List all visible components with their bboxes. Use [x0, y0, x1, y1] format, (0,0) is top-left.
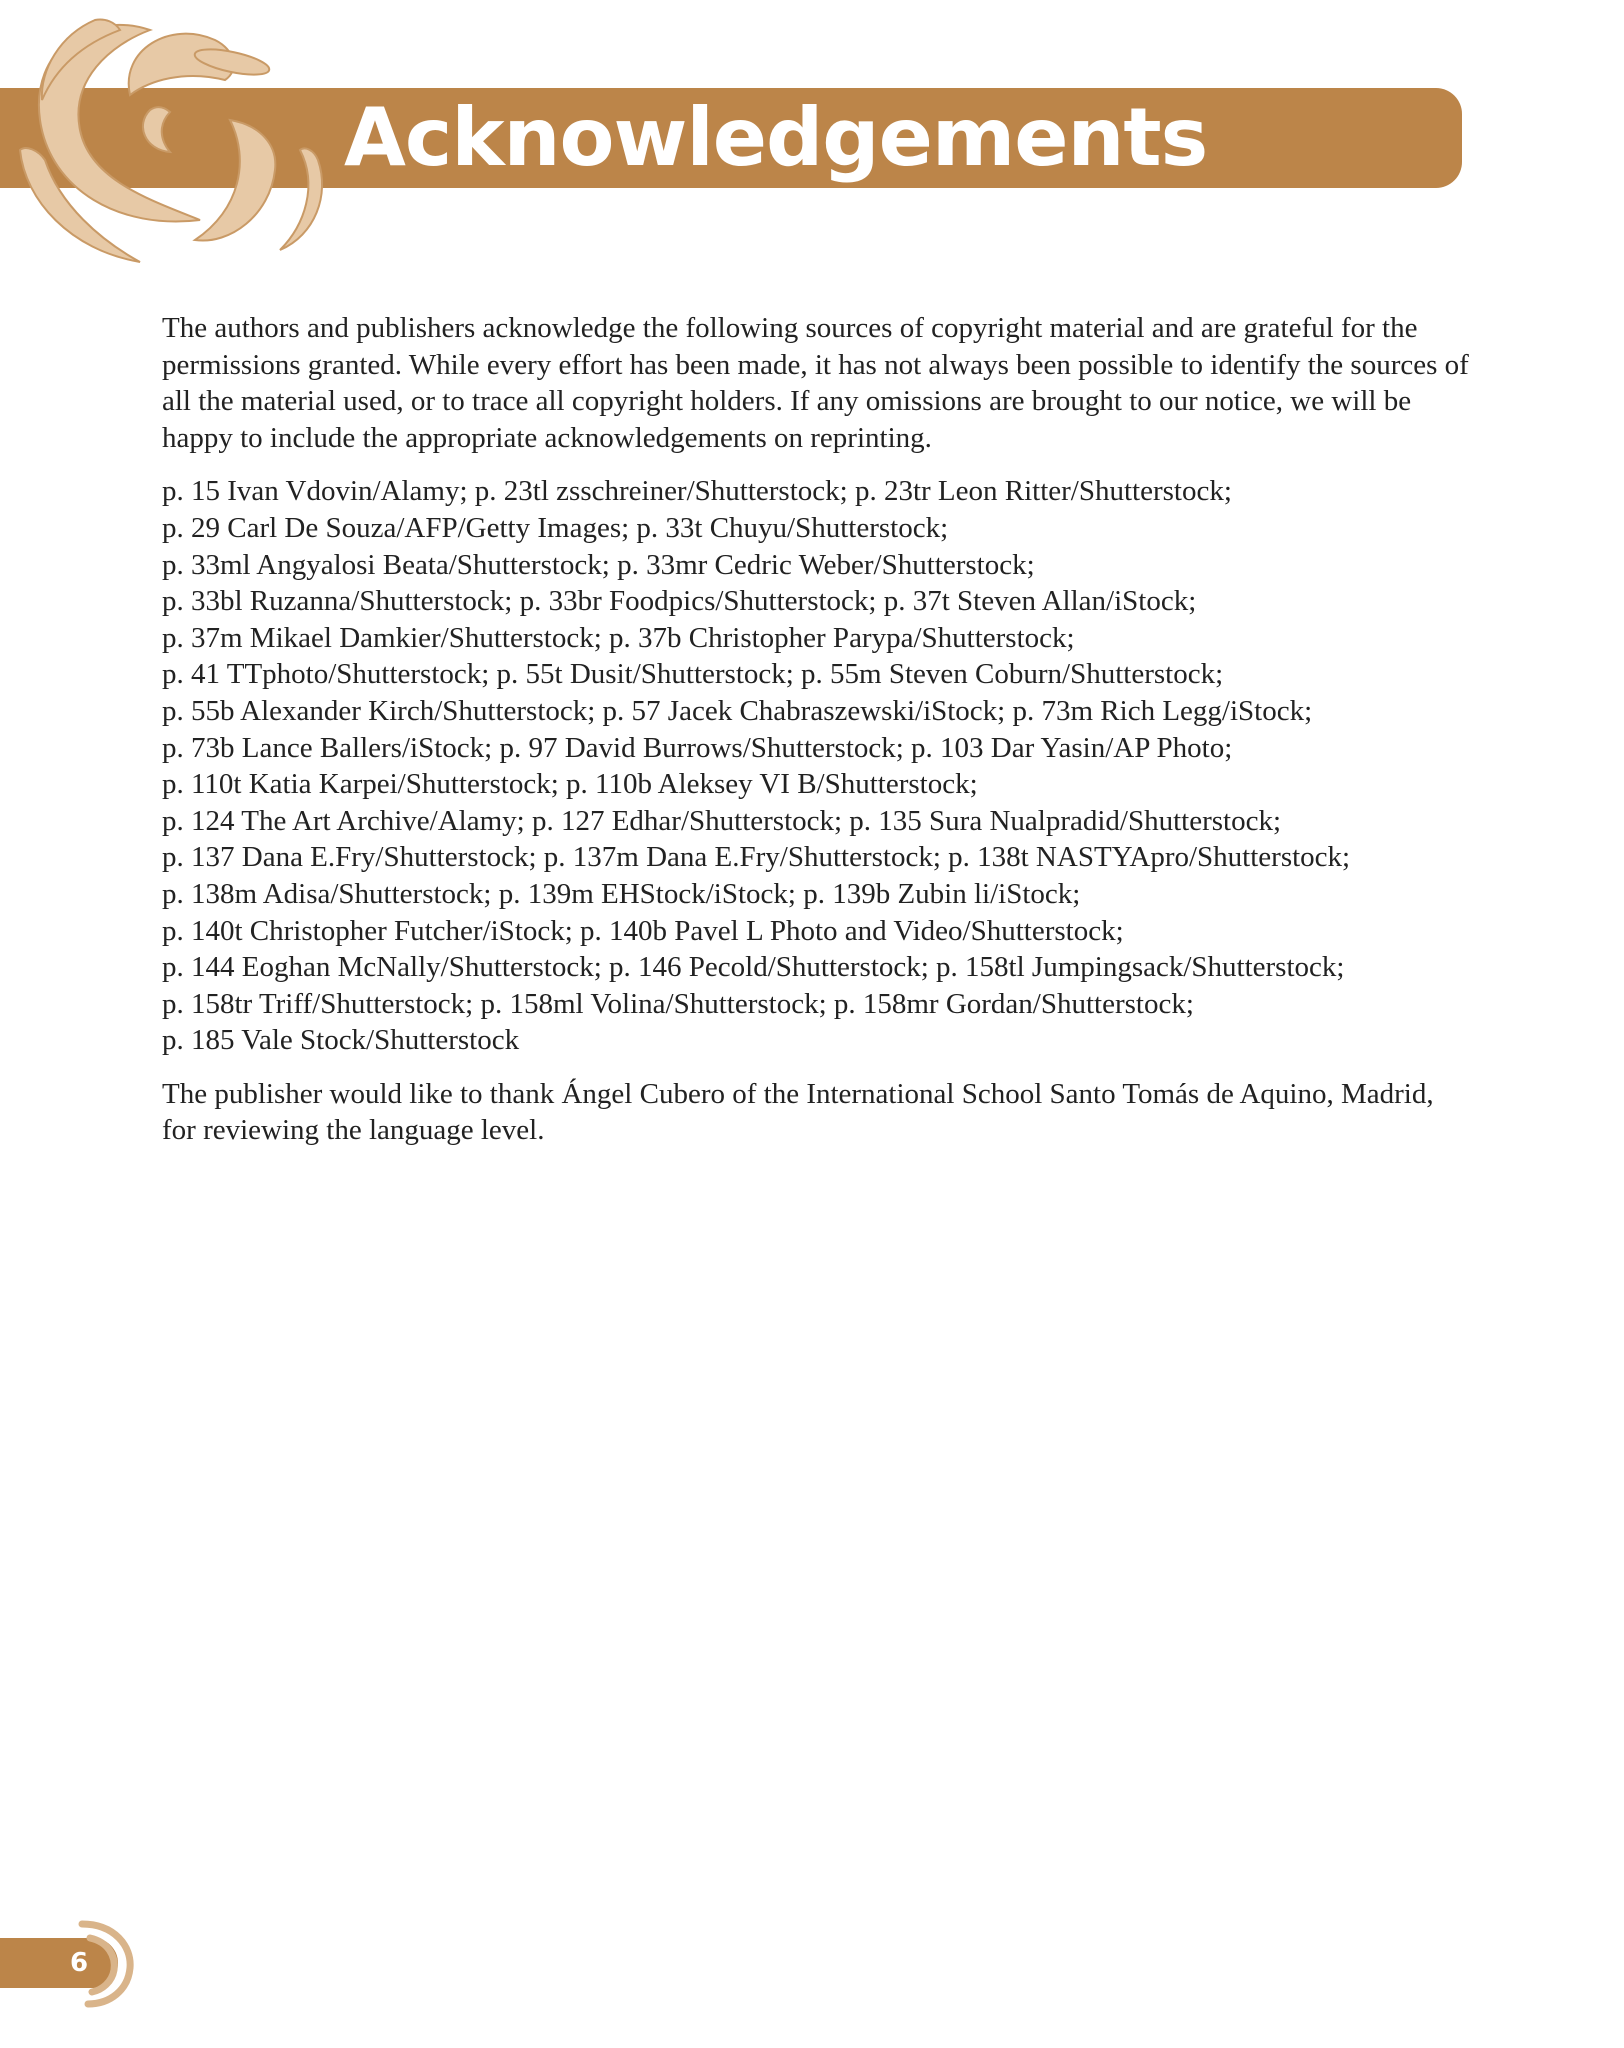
credit-line: p. 124 The Art Archive/Alamy; p. 127 Edhar/Shutterstock; p. 135 Sura Nualpradid/Shutterstock; [162, 804, 1282, 837]
intro-paragraph: The authors and publishers acknowledge the following sources of copyright material and are grateful for the permissions granted. While every effort has been made, it has not always been possible to identify the sources of all the material used, or to trace all copyright holders. If any omissions are brought to our notice, we will be happy to include the appropriate acknowledgements on reprinting. [162, 312, 1469, 454]
credit-line: p. 41 TTphoto/Shutterstock; p. 55t Dusit/Shutterstock; p. 55m Steven Coburn/Shutterstock; [162, 658, 1224, 691]
acknowledgements-body [162, 310, 1472, 1149]
credit-line: p. 37m Mikael Damkier/Shutterstock; p. 37b Christopher Parypa/Shutterstock; [162, 621, 1075, 654]
credit-line: p. 110t Katia Karpei/Shutterstock; p. 110b Aleksey VI B/Shutterstock; [162, 768, 978, 801]
credit-line: p. 138m Adisa/Shutterstock; p. 139m EHStock/iStock; p. 139b Zubin li/iStock; [162, 877, 1081, 910]
credit-line: p. 33bl Ruzanna/Shutterstock; p. 33br Foodpics/Shutterstock; p. 37t Steven Allan/iStock; [162, 585, 1197, 618]
page-number: 6 [69, 1948, 89, 1978]
credit-line: p. 140t Christopher Futcher/iStock; p. 140b Pavel L Photo and Video/Shutterstock; [162, 914, 1124, 947]
credit-line: p. 137 Dana E.Fry/Shutterstock; p. 137m Dana E.Fry/Shutterstock; p. 138t NASTYApro/Shutterstock; [162, 841, 1351, 874]
thanks-paragraph: The publisher would like to thank Ángel Cubero of the International School Santo Tomás de Aquino, Madrid, for reviewing the language level. [162, 1077, 1434, 1147]
credit-line: p. 144 Eoghan McNally/Shutterstock; p. 146 Pecold/Shutterstock; p. 158tl Jumpingsack/Shutterstock; [162, 951, 1345, 984]
page-title: Acknowledgements [344, 91, 1208, 184]
credit-line: p. 33ml Angyalosi Beata/Shutterstock; p. 33mr Cedric Weber/Shutterstock; [162, 548, 1035, 581]
credits-list [162, 473, 1472, 1059]
swirl-logo-icon [0, 0, 360, 280]
credit-line: p. 55b Alexander Kirch/Shutterstock; p. 57 Jacek Chabraszewski/iStock; p. 73m Rich Legg/iStock; [162, 694, 1313, 727]
credit-line: p. 29 Carl De Souza/AFP/Getty Images; p. 33t Chuyu/Shutterstock; [162, 511, 949, 544]
credit-line: p. 73b Lance Ballers/iStock; p. 97 David Burrows/Shutterstock; p. 103 Dar Yasin/AP Photo; [162, 731, 1233, 764]
credit-line: p. 185 Vale Stock/Shutterstock [162, 1024, 520, 1057]
credit-line: p. 15 Ivan Vdovin/Alamy; p. 23tl zsschreiner/Shutterstock; p. 23tr Leon Ritter/Shutterstock; [162, 475, 1232, 508]
credit-line: p. 158tr Triff/Shutterstock; p. 158ml Volina/Shutterstock; p. 158mr Gordan/Shutterstock; [162, 987, 1194, 1020]
